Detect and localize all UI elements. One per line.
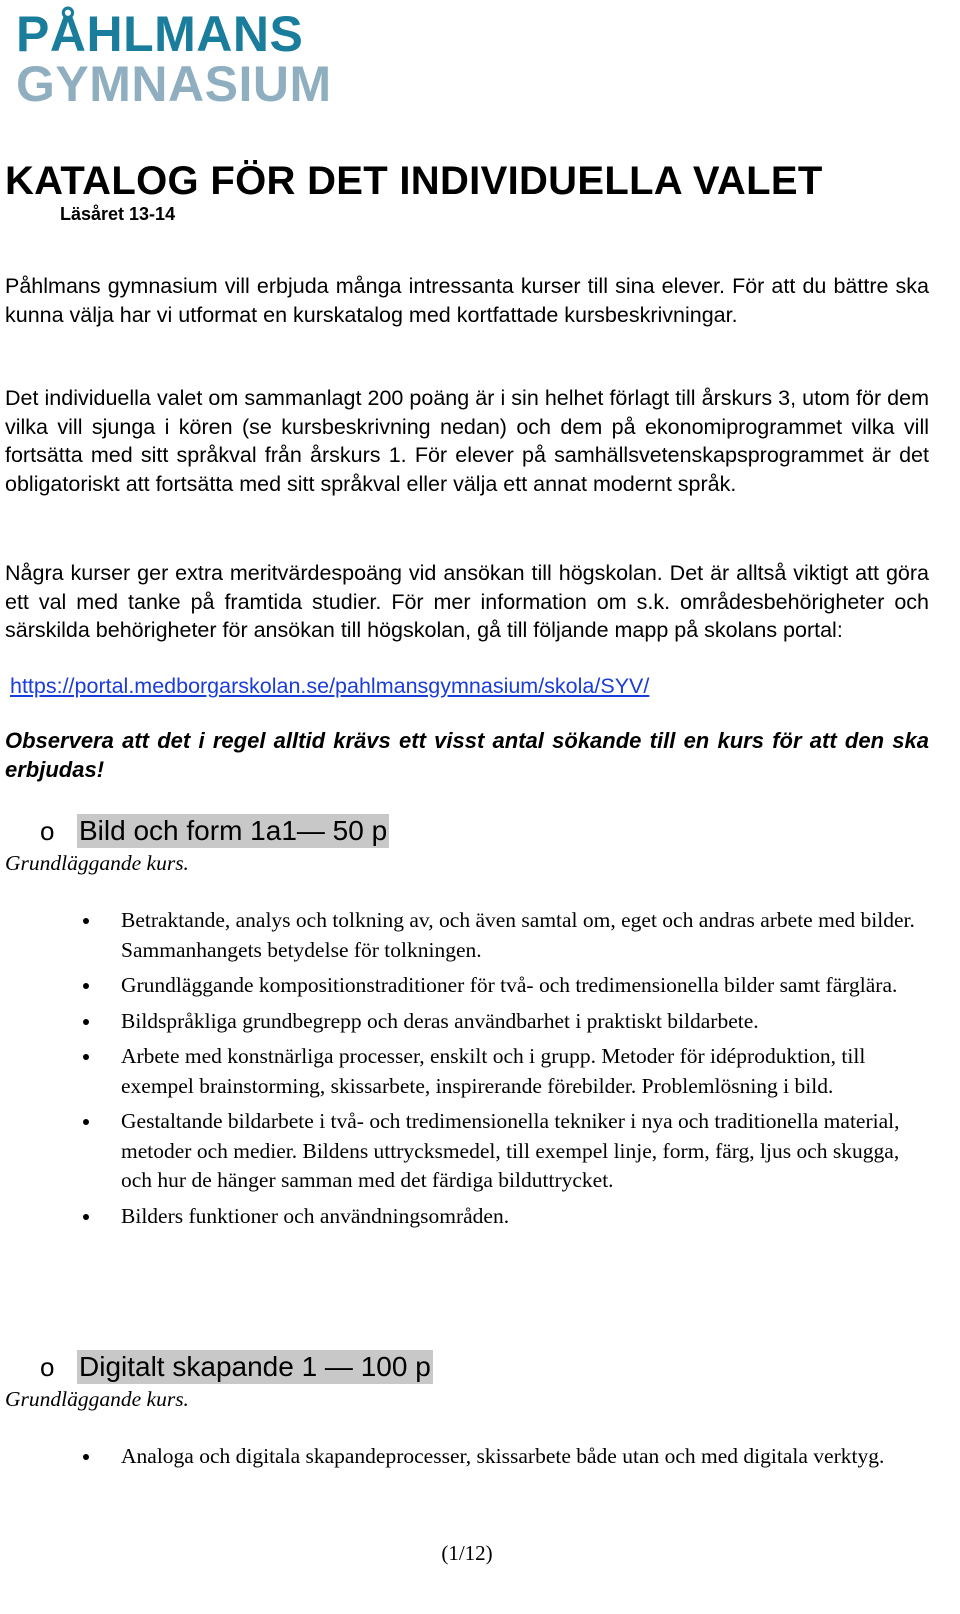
intro-paragraph-2: Det individuella valet om sammanlagt 200 poäng är i sin helhet förlagt till årskurs 3, utom för dem vilka vill sjunga i kören (se kursbeskrivning nedan) och dem på ekonomiprogrammet vilka vill fortsätta med sitt språkval från årskurs 1. För elever på samhällsvetenskapsprogrammet är det obligatoriskt att fortsätta med sitt språkval eller välja ett annat modernt språk. (5, 386, 929, 496)
list-marker: o (40, 1351, 55, 1382)
intro-paragraph-3: Några kurser ger extra meritvärdespoäng vid ansökan till högskolan. Det är alltså viktigt att göra ett val med tanke på framtida studier. För mer information om s.k. områdesbehörigheter och särskilda behörigheter för ansökan till högskolan, gå till följande mapp på skolans portal: (5, 561, 929, 642)
bullet-icon (83, 983, 89, 989)
course-title: Digitalt skapande 1 — 100 p (79, 1351, 431, 1382)
course-title: Bild och form 1a1— 50 p (79, 815, 388, 846)
course-content-list (80, 906, 930, 1237)
school-logo (16, 6, 332, 112)
list-item (80, 1042, 930, 1101)
list-item-text: Bildspråkliga grundbegrepp och deras användbarhet i praktiskt bildarbete. (121, 1008, 759, 1033)
portal-link[interactable]: https://portal.medborgarskolan.se/pahlmansgymnasium/skola/SYV/ (10, 674, 650, 698)
course-level: Grundläggande kurs. (5, 1387, 189, 1411)
list-item (80, 1202, 930, 1232)
list-marker: o (40, 815, 55, 846)
course-heading-bild-och-form (40, 814, 389, 848)
bullet-icon (83, 1019, 89, 1025)
list-item (80, 1107, 930, 1196)
list-item (80, 1007, 930, 1037)
intro-paragraph-1: Påhlmans gymnasium vill erbjuda många intressanta kurser till sina elever. För att du bättre ska kunna välja har vi utformat en kurskatalog med kortfattade kursbeskrivningar. (5, 274, 929, 327)
course-content-list (80, 1442, 930, 1478)
logo-line-1: PÅHLMANS (16, 6, 304, 62)
notice-text: Observera att det i regel alltid krävs ett visst antal sökande till en kurs för att den ska erbjudas! (5, 728, 929, 782)
list-item-text: Betraktande, analys och tolkning av, och även samtal om, eget och andras arbete med bilder. Sammanhangets betydelse för tolkningen. (121, 908, 915, 962)
list-item-text: Grundläggande kompositionstraditioner för två- och tredimensionella bilder samt färglära. (121, 973, 898, 997)
bullet-icon (83, 1214, 89, 1220)
list-item (80, 1442, 930, 1472)
list-item-text: Gestaltande bildarbete i två- och tredimensionella tekniker i nya och traditionella material, metoder och medier. Bildens uttrycksmedel, till exempel linje, form, färg, ljus och skugga, och hur de hänger samman med det färdiga bilduttrycket. (121, 1109, 900, 1192)
bullet-icon (83, 1119, 89, 1125)
list-item-text: Analoga och digitala skapandeprocesser, skissarbete både utan och med digitala verktyg. (121, 1444, 885, 1468)
bullet-icon (83, 1454, 89, 1460)
bullet-icon (83, 1054, 89, 1060)
page-title: KATALOG FÖR DET INDIVIDUELLA VALET (5, 159, 823, 203)
course-heading-digitalt-skapande (40, 1350, 433, 1384)
list-item (80, 906, 930, 965)
list-item (80, 971, 930, 1001)
bullet-icon (83, 918, 89, 924)
logo-line-2: GYMNASIUM (16, 56, 332, 112)
list-item-text: Bilders funktioner och användningsområden. (121, 1203, 510, 1228)
school-year: Läsåret 13-14 (60, 204, 176, 224)
course-level: Grundläggande kurs. (5, 851, 189, 875)
portal-link-line (10, 673, 649, 699)
list-item-text: Arbete med konstnärliga processer, enskilt och i grupp. Metoder för idéproduktion, till exempel brainstorming, skissarbete, inspirerande förebilder. Problemlösning i bild. (121, 1044, 866, 1098)
page-number: (1/12) (441, 1541, 493, 1565)
